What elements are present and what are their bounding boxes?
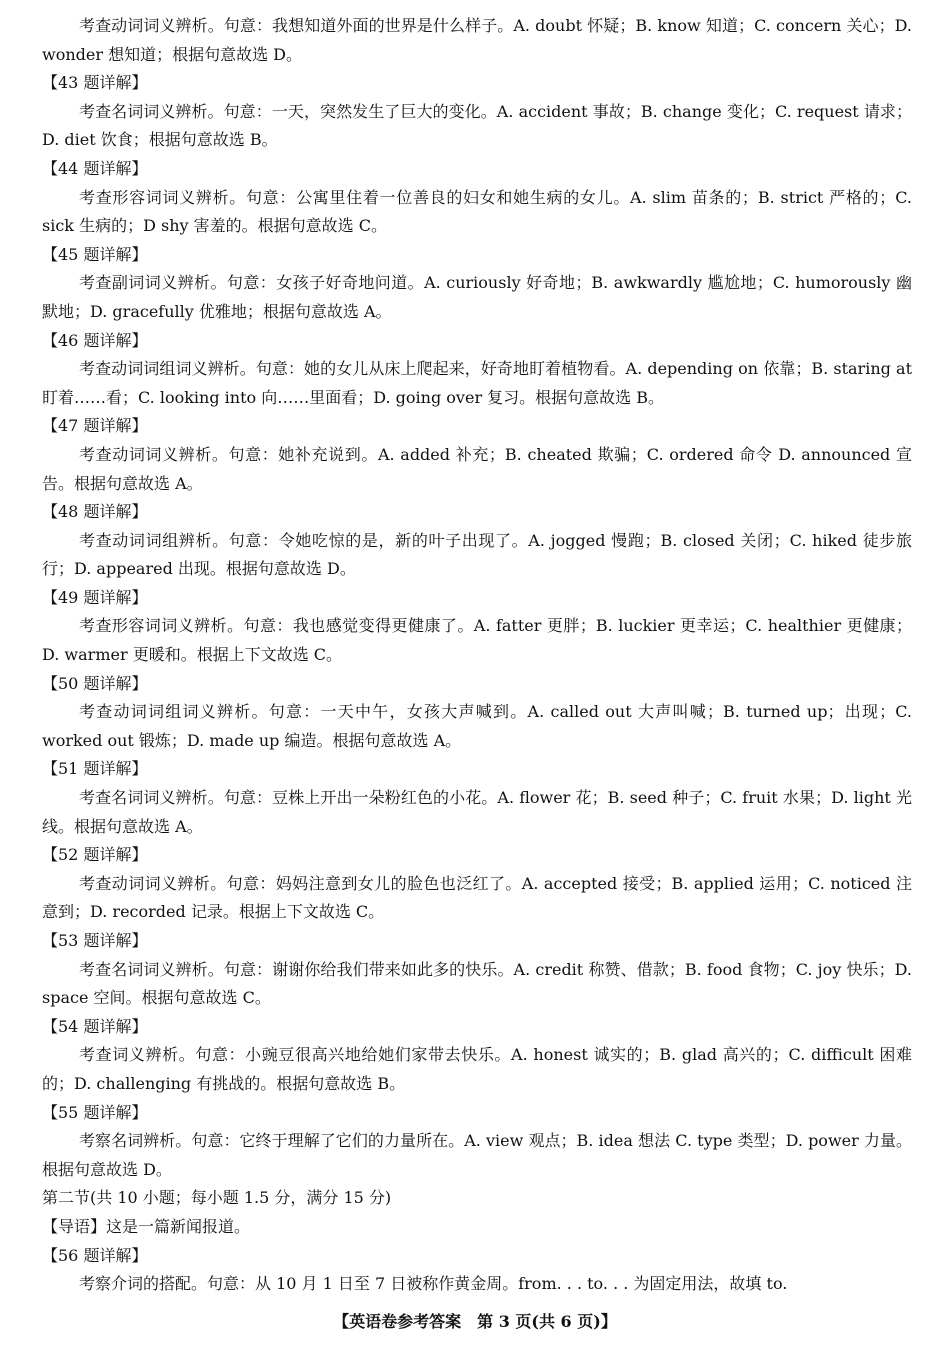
question-heading: 【52 题详解】: [42, 845, 148, 865]
question-heading: 【54 题详解】: [42, 1016, 148, 1036]
question-heading: 【44 题详解】: [42, 158, 148, 178]
explanation-paragraph: 考查动词词组词义辨析。句意：一天中午，女孩大声喊到。A. called out 大声叫喊；B. turned up；出现；C. worked out 锻炼；D. made up 编造。根据句意故选 A。: [42, 702, 912, 750]
question-heading: 【56 题详解】: [42, 1245, 148, 1265]
question-heading: 【49 题详解】: [42, 587, 148, 607]
question-heading: 【46 题详解】: [42, 330, 148, 350]
explanation-paragraph: 考查名词词义辨析。句意：豆株上开出一朵粉红色的小花。A. flower 花；B. seed 种子；C. fruit 水果；D. light 光线。根据句意故选 A。: [42, 788, 912, 836]
question-heading: 【50 题详解】: [42, 673, 148, 693]
answer-document: [42, 12, 912, 1299]
explanation-paragraph: 考查形容词词义辨析。句意：我也感觉变得更健康了。A. fatter 更胖；B. luckier 更幸运；C. healthier 更健康；D. warmer 更暖和。根据上下文故选 C。: [42, 616, 912, 665]
page-footer: 【英语卷参考答案 第 3 页(共 6 页)】: [333, 1312, 617, 1331]
explanation-paragraph: 考察名词辨析。句意：它终于理解了它们的力量所在。A. view 观点；B. idea 想法 C. type 类型；D. power 力量。根据句意故选 D。: [42, 1131, 912, 1179]
explanation-paragraph: 考查副词词义辨析。句意：女孩子好奇地问道。A. curiously 好奇地；B. awkwardly 尴尬地；C. humorously 幽默地；D. gracefully 优雅地；根据句意故选 A。: [42, 273, 912, 321]
question-heading: 【55 题详解】: [42, 1102, 148, 1122]
question-heading: 【53 题详解】: [42, 931, 148, 950]
explanation-paragraph: 考查动词词义辨析。句意：妈妈注意到女儿的脸色也泛红了。A. accepted 接受；B. applied 运用；C. noticed 注意到；D. recorded 记录。根据上下文故选 C。: [42, 873, 912, 922]
question-heading: 【48 题详解】: [42, 502, 148, 522]
explanation-paragraph: 考查动词词组辨析。句意：令她吃惊的是，新的叶子出现了。A. jogged 慢跑；B. closed 关闭；C. hiked 徒步旅行；D. appeared 出现。根据句意故选 D。: [42, 530, 912, 579]
explanation-paragraph: 考查名词词义辨析。句意：一天，突然发生了巨大的变化。A. accident 事故；B. change 变化；C. request 请求；D. diet 饮食；根据句意故选 B。: [42, 101, 912, 150]
explanation-paragraph: 考查形容词词义辨析。句意：公寓里住着一位善良的妇女和她生病的女儿。A. slim 苗条的；B. strict 严格的；C. sick 生病的；D shy 害羞的。根据句意故选 C。: [42, 187, 912, 236]
explanation-paragraph: 考查动词词义辨析。句意：她补充说到。A. added 补充；B. cheated 欺骗；C. ordered 命令 D. announced 宣告。根据句意故选 A。: [42, 444, 912, 493]
section-line: 第二节(共 10 小题；每小题 1.5 分，满分 15 分): [42, 1188, 392, 1208]
question-heading: 【47 题详解】: [42, 416, 148, 436]
question-heading: 【43 题详解】: [42, 73, 148, 93]
explanation-paragraph: 考查动词词组词义辨析。句意：她的女儿从床上爬起来，好奇地盯着植物看。A. depending on 依靠；B. staring at 盯着……看；C. looking into 向……里面看；D. going over 复习。根据句意故选 B。: [42, 359, 912, 407]
question-heading: 【45 题详解】: [42, 244, 148, 264]
explanation-paragraph: 考察介词的搭配。句意：从 10 月 1 日至 7 日被称作黄金周。from. . . to. . . 为固定用法，故填 to.: [79, 1274, 788, 1294]
explanation-paragraph: 考查动词词义辨析。句意：我想知道外面的世界是什么样子。A. doubt 怀疑；B. know 知道；C. concern 关心；D. wonder 想知道；根据句意故选 D。: [42, 16, 912, 64]
explanation-paragraph: 考查词义辨析。句意：小豌豆很高兴地给她们家带去快乐。A. honest 诚实的；B. glad 高兴的；C. difficult 困难的；D. challenging 有挑战的。根据句意故选 B。: [42, 1045, 912, 1093]
explanation-paragraph: 考查名词词义辨析。句意：谢谢你给我们带来如此多的快乐。A. credit 称赞、借款；B. food 食物；C. joy 快乐；D. space 空间。根据句意故选 C。: [42, 959, 912, 1008]
question-heading: 【51 题详解】: [42, 759, 148, 779]
section-line: 【导语】这是一篇新闻报道。: [42, 1216, 251, 1236]
